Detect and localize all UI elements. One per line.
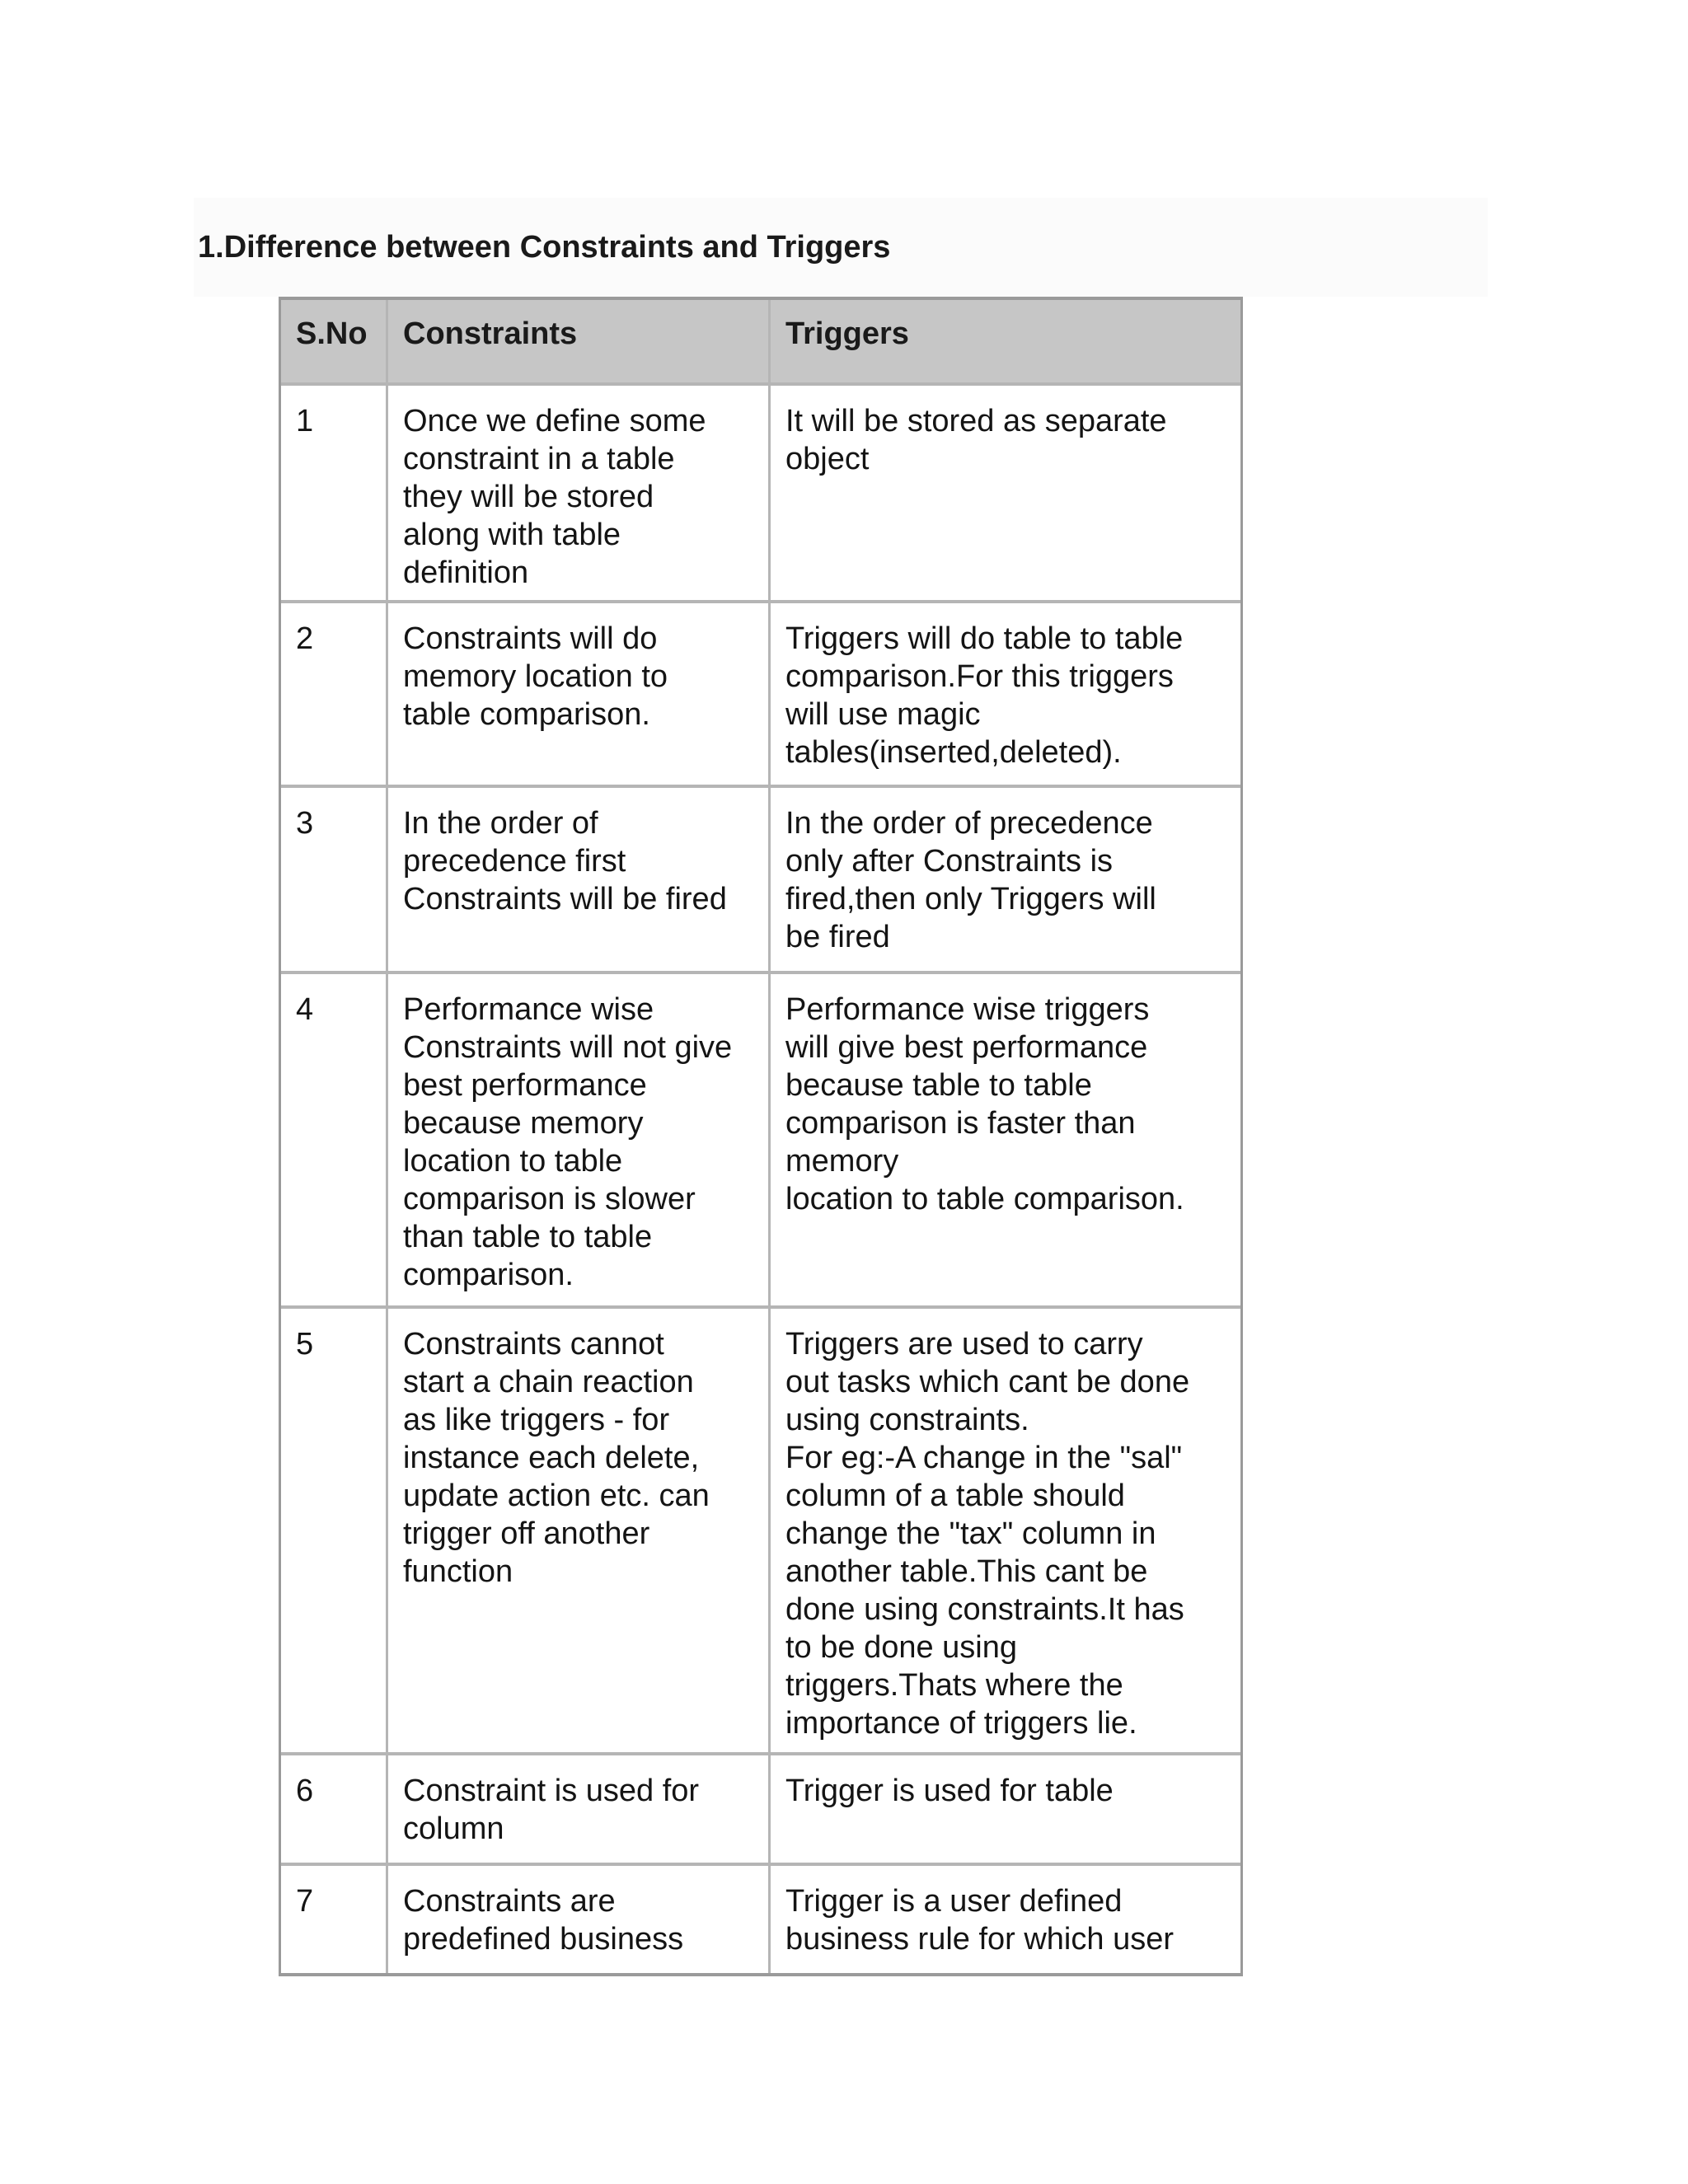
cell-sno: [281, 788, 388, 974]
sno-text: 4: [296, 992, 314, 1027]
constraints-text: Constraints will do memory location to table comparison.: [403, 621, 668, 732]
cell-sno: [281, 603, 388, 788]
triggers-text: Trigger is a user defined business rule for which user: [785, 1884, 1174, 1957]
sno-text: 6: [296, 1774, 314, 1808]
triggers-text: Performance wise triggers will give best performance because table to table comparison is faster than memory location to table comparison.: [785, 992, 1184, 1216]
comparison-table: [279, 297, 1243, 1976]
cell-triggers: [771, 788, 1240, 974]
cell-constraints: [388, 386, 771, 603]
cell-constraints: [388, 974, 771, 1309]
sno-text: 2: [296, 621, 314, 656]
table-row: [281, 603, 1240, 788]
triggers-text: It will be stored as separate object: [785, 404, 1167, 476]
cell-sno: [281, 1755, 388, 1866]
sno-text: 3: [296, 806, 314, 841]
cell-triggers: [771, 1755, 1240, 1866]
header-constraints: Constraints: [388, 300, 771, 386]
table-row: [281, 386, 1240, 603]
cell-sno: [281, 1309, 388, 1755]
constraints-text: In the order of precedence first Constraints will be fired: [403, 806, 727, 916]
cell-triggers: [771, 603, 1240, 788]
table-row: [281, 1309, 1240, 1755]
cell-constraints: [388, 1309, 771, 1755]
table-header-row: [281, 300, 1240, 386]
cell-sno: [281, 1866, 388, 1973]
triggers-text: In the order of precedence only after Constraints is fired,then only Triggers will be fired: [785, 806, 1156, 954]
constraints-text: Constraints cannot start a chain reaction as like triggers - for instance each delete, update action etc. can trigger off another function: [403, 1327, 710, 1589]
constraints-text: Constraint is used for column: [403, 1774, 700, 1846]
constraints-text: Once we define some constraint in a table they will be stored along with table definition: [403, 404, 706, 590]
sno-text: 1: [296, 404, 314, 438]
cell-constraints: [388, 1866, 771, 1973]
cell-triggers: [771, 1309, 1240, 1755]
table-row: [281, 1755, 1240, 1866]
cell-triggers: [771, 386, 1240, 603]
cell-triggers: [771, 974, 1240, 1309]
cell-triggers: [771, 1866, 1240, 1973]
document-heading: 1.Difference between Constraints and Triggers: [198, 230, 891, 265]
cell-constraints: [388, 603, 771, 788]
cell-constraints: [388, 1755, 771, 1866]
cell-sno: [281, 386, 388, 603]
table-row: [281, 974, 1240, 1309]
cell-constraints: [388, 788, 771, 974]
cell-sno: [281, 974, 388, 1309]
triggers-text: Trigger is used for table: [785, 1774, 1114, 1808]
header-triggers: Triggers: [771, 300, 1240, 386]
sno-text: 5: [296, 1327, 314, 1361]
table-row: [281, 1866, 1240, 1973]
header-sno: S.No: [281, 300, 388, 386]
table-row: [281, 788, 1240, 974]
triggers-text: Triggers are used to carry out tasks which cant be done using constraints. For eg:-A change in the "sal" column of a table should change the "tax" column in another table.This cant be done using constraints.It has to be done using triggers.Thats where the importance of triggers lie.: [785, 1327, 1190, 1741]
triggers-text: Triggers will do table to table comparison.For this triggers will use magic tables(inserted,deleted).: [785, 621, 1184, 770]
sno-text: 7: [296, 1884, 314, 1919]
constraints-text: Performance wise Constraints will not give best performance because memory location to table comparison is slower than table to table comparison.: [403, 992, 733, 1292]
constraints-text: Constraints are predefined business: [403, 1884, 684, 1957]
